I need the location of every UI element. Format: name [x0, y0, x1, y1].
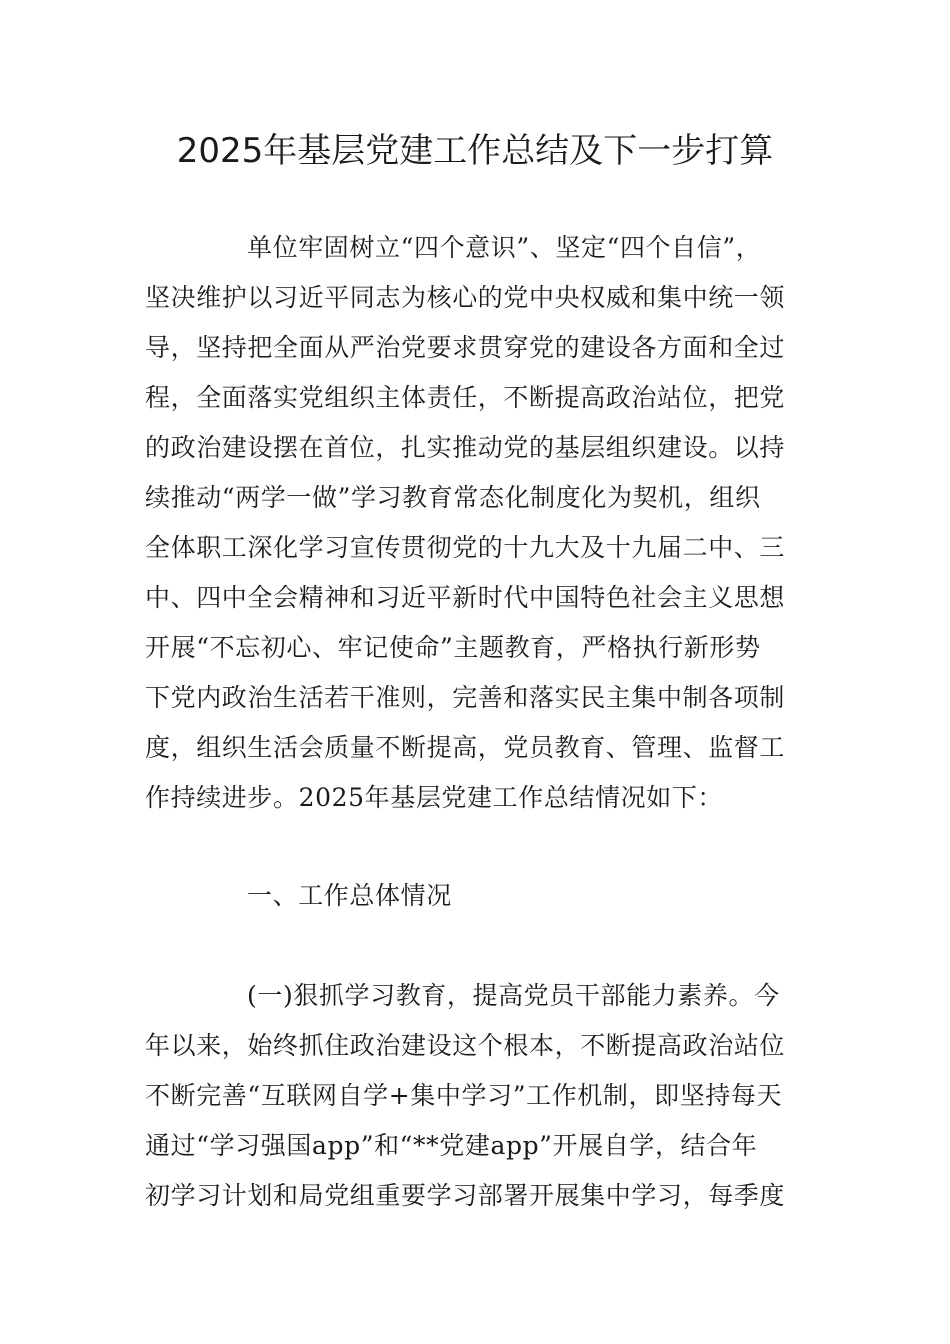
section-heading: 一、工作总体情况	[247, 881, 452, 910]
intro-line-5: 的政治建设摆在首位，扎实推动党的基层组织建设。以持	[145, 433, 786, 462]
intro-line-2: 坚决维护以习近平同志为核心的党中央权威和集中统一领	[145, 283, 786, 312]
intro-line-8: 中、四中全会精神和习近平新时代中国特色社会主义思想	[145, 583, 786, 612]
section-line-1: (一)狠抓学习教育，提高党员干部能力素养。今	[247, 981, 780, 1010]
intro-line-4: 程，全面落实党组织主体责任，不断提高政治站位，把党	[145, 383, 786, 412]
document-title: 2025年基层党建工作总结及下一步打算	[176, 131, 774, 171]
intro-line-11: 度，组织生活会质量不断提高，党员教育、管理、监督工	[145, 733, 786, 762]
intro-line-9: 开展“不忘初心、牢记使命”主题教育，严格执行新形势	[145, 633, 761, 662]
intro-line-10: 下党内政治生活若干准则，完善和落实民主集中制各项制	[145, 683, 786, 712]
intro-line-1: 单位牢固树立“四个意识”、坚定“四个自信”，	[247, 233, 762, 262]
intro-line-3: 导，坚持把全面从严治党要求贯穿党的建设各方面和全过	[145, 333, 786, 362]
section-line-4: 通过“学习强国app”和“**党建app”开展自学，结合年	[145, 1131, 758, 1160]
intro-line-12: 作持续进步。2025年基层党建工作总结情况如下：	[145, 783, 724, 812]
intro-line-6: 续推动“两学一做”学习教育常态化制度化为契机，组织	[145, 483, 761, 512]
section-line-3: 不断完善“互联网自学+集中学习”工作机制，即坚持每天	[145, 1081, 783, 1110]
intro-line-7: 全体职工深化学习宣传贯彻党的十九大及十九届二中、三	[145, 533, 786, 562]
section-line-2: 年以来，始终抓住政治建设这个根本，不断提高政治站位	[145, 1031, 786, 1060]
section-line-5: 初学习计划和局党组重要学习部署开展集中学习，每季度	[145, 1181, 786, 1210]
